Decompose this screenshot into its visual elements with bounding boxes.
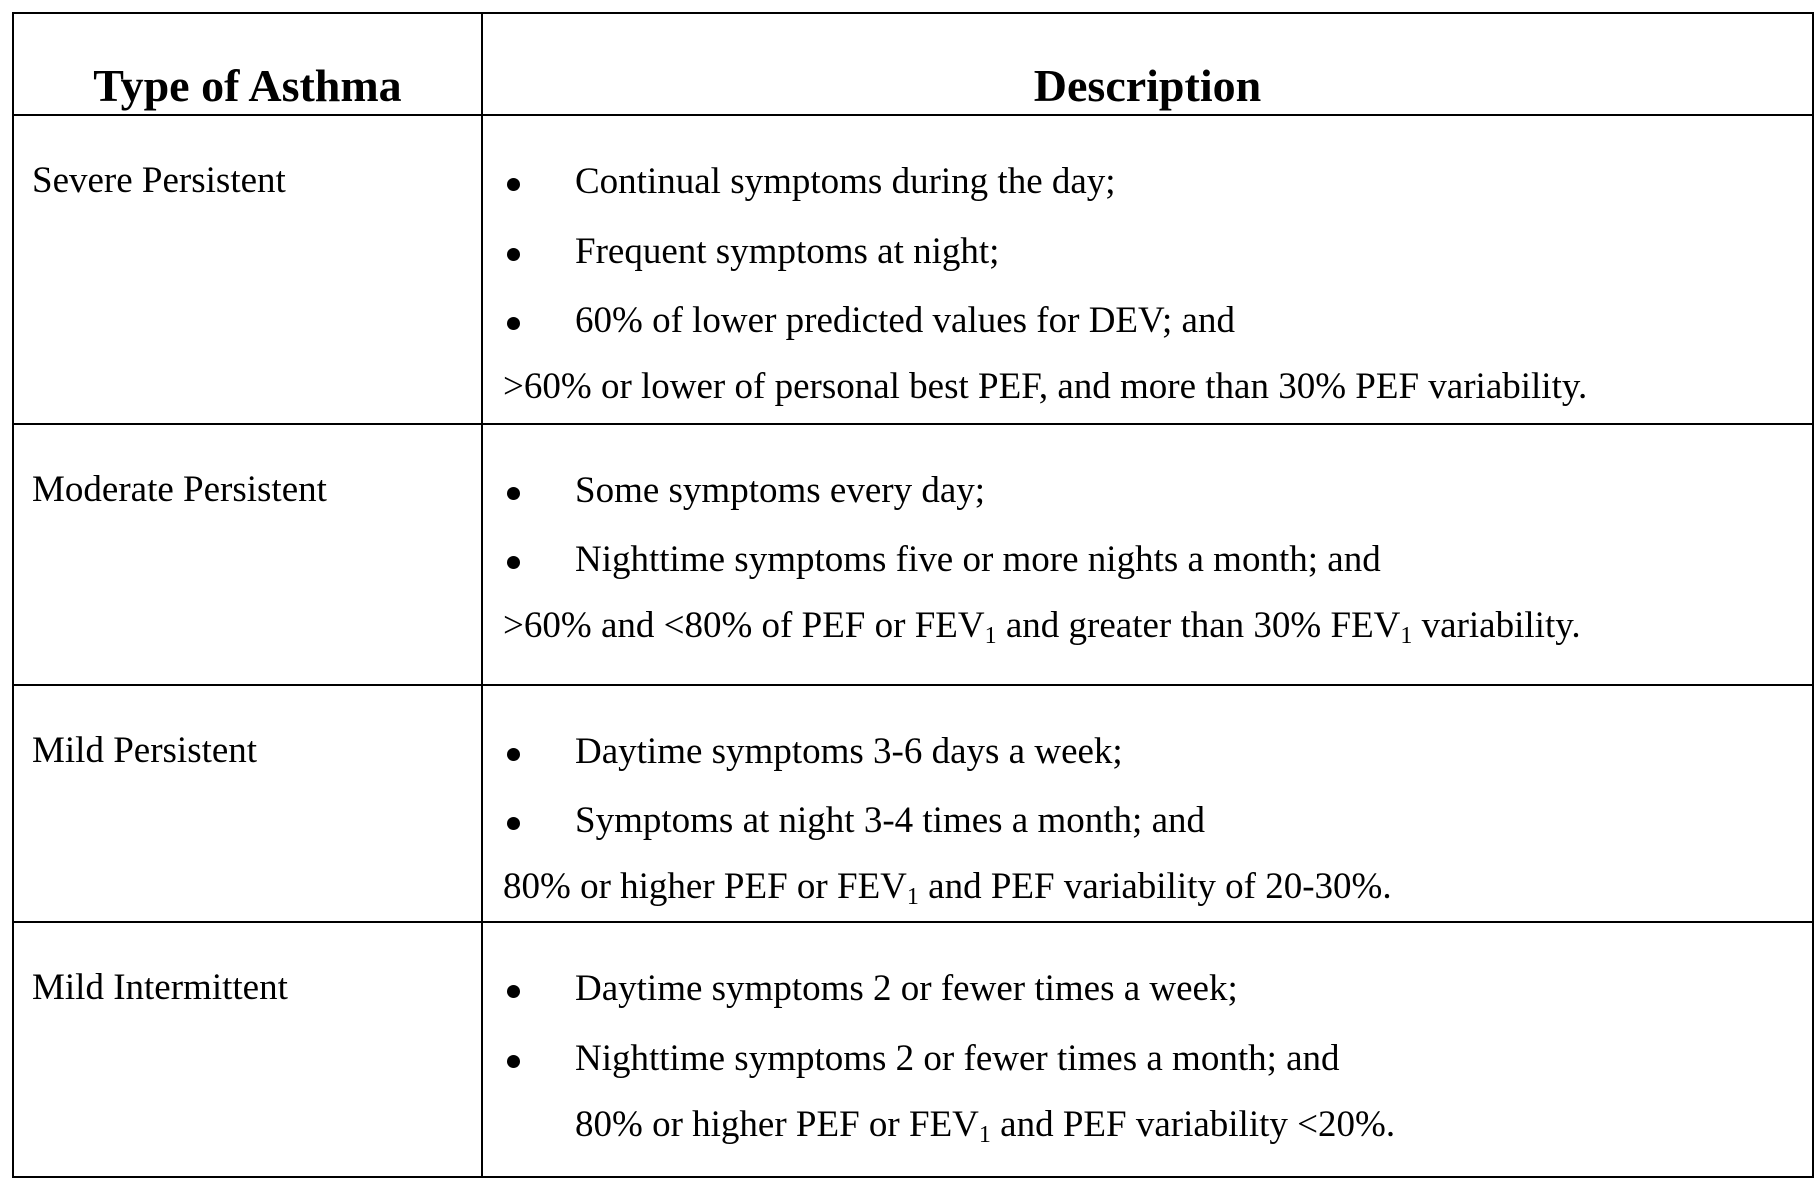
description-cell: [482, 685, 1813, 923]
list-item: [503, 1039, 1812, 1080]
asthma-type-cell: Severe Persistent: [13, 115, 482, 424]
header-description: Description: [482, 13, 1813, 115]
list-item: [503, 732, 1812, 773]
subscript: 1: [906, 883, 919, 910]
symptom-list: [503, 969, 1812, 1079]
bullet-icon: [507, 487, 520, 500]
bullet-text: Daytime symptoms 3-6 days a week;: [575, 730, 1123, 772]
bullet-icon: [507, 556, 520, 569]
description-cell: [482, 115, 1813, 424]
criteria-text-part: >60% and <80% of PEF or FEV: [503, 605, 985, 647]
bullet-icon: [507, 1055, 520, 1068]
list-item: [503, 540, 1812, 581]
bullet-text: 60% of lower predicted values for DEV; and: [575, 300, 1235, 342]
asthma-type-cell: Mild Intermittent: [13, 922, 482, 1177]
list-item: [503, 162, 1812, 203]
subscript: 1: [1400, 623, 1413, 650]
criteria-text: [503, 1105, 1812, 1146]
bullet-icon: [507, 817, 520, 830]
bullet-text: Nighttime symptoms 2 or fewer times a month; and: [575, 1037, 1340, 1079]
subscript: 1: [984, 623, 997, 650]
list-item: [503, 969, 1812, 1010]
bullet-icon: [507, 748, 520, 761]
table-row-mild-intermittent: [13, 922, 1813, 1177]
description-cell: [482, 424, 1813, 685]
criteria-text-part: and PEF variability <20%.: [990, 1103, 1396, 1145]
table-header-row: [13, 13, 1813, 115]
bullet-icon: [507, 317, 520, 330]
bullet-icon: [507, 248, 520, 261]
symptom-list: [503, 162, 1812, 342]
criteria-text-part: and PEF variability of 20-30%.: [918, 865, 1392, 907]
criteria-text: [503, 867, 1812, 908]
bullet-text: Some symptoms every day;: [575, 469, 986, 511]
criteria-text-part: variability.: [1412, 605, 1581, 647]
list-item: [503, 471, 1812, 512]
symptom-list: [503, 732, 1812, 842]
asthma-type-cell: Moderate Persistent: [13, 424, 482, 685]
criteria-text-part: and greater than 30% FEV: [996, 605, 1401, 647]
list-item: [503, 232, 1812, 273]
bullet-text: Frequent symptoms at night;: [575, 230, 1000, 272]
asthma-type-cell: Mild Persistent: [13, 685, 482, 923]
criteria-text: [503, 605, 1812, 650]
header-type-of-asthma: Type of Asthma: [13, 13, 482, 115]
asthma-classification-table: [12, 12, 1814, 1178]
bullet-text: Continual symptoms during the day;: [575, 161, 1116, 202]
list-item: [503, 301, 1812, 342]
bullet-icon: [507, 985, 520, 998]
criteria-text: >60% or lower of personal best PEF, and more than 30% PEF variability.: [503, 366, 1588, 408]
bullet-text: Symptoms at night 3-4 times a month; and: [575, 800, 1205, 842]
criteria-text-part: 80% or higher PEF or FEV: [503, 865, 907, 907]
symptom-list: [503, 471, 1812, 581]
bullet-icon: [507, 178, 520, 191]
table-row-mild-persistent: [13, 685, 1813, 923]
subscript: 1: [978, 1121, 991, 1148]
table-row-moderate-persistent: [13, 424, 1813, 685]
list-item: [503, 801, 1812, 842]
table-row-severe-persistent: [13, 115, 1813, 424]
bullet-text: Daytime symptoms 2 or fewer times a week;: [575, 968, 1238, 1010]
criteria-text-part: 80% or higher PEF or FEV: [575, 1103, 979, 1145]
bullet-text: Nighttime symptoms five or more nights a month; and: [575, 539, 1381, 581]
description-cell: [482, 922, 1813, 1177]
